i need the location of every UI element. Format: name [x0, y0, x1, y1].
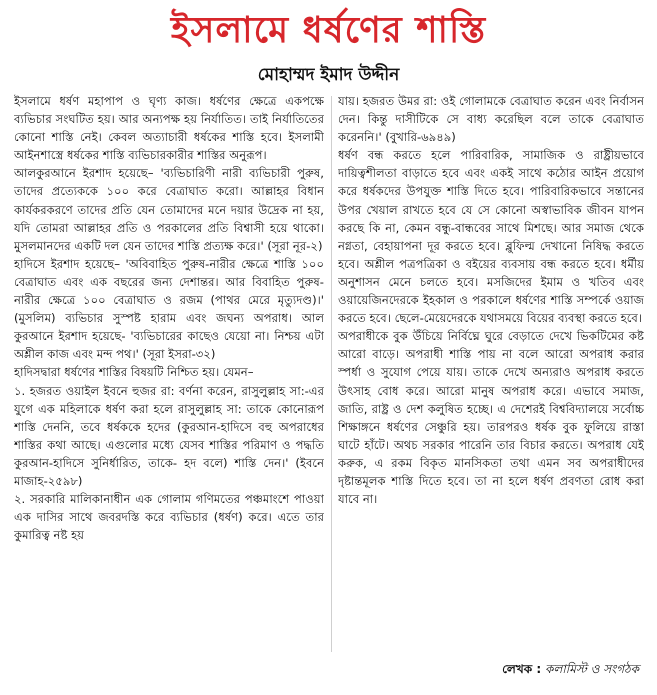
footer-role: কলামিস্ট ও সংগঠক — [544, 662, 639, 676]
paragraph: হাদিসদ্বারা ধর্ষণের শাস্তির বিষয়টি নিশ্চিত হয়। যেমন– — [14, 365, 254, 380]
paragraph: ১. হজরত ওয়াইল ইবনে হুজর রা: বর্ণনা করেন, রাসুলুল্লাহ সা:-এর যুগে এক মহিলাকে ধর্ষণ করা হলে রাসুলুল্লাহ সা: তাকে কোনোরূপ শাস্তি দেননি, তবে ধর্ষককে হদের (কুরআন-হাদিসে বহু অপরাধের শাস্তির কথা আছে। এগুলোর মধ্যে যেসব শাস্তির পরিমাণ ও পদ্ধতি কুরআন-হাদিসে সুনির্ধারিত, তাকে- হদ বলে) শাস্তি দেন।' (ইবনে মাজাহ-২৫৯৮) — [14, 383, 324, 488]
paragraph: অপরাধীকে বুক উঁচিয়ে নির্বিঘ্নে ঘুরে বেড়াতে দেখে ভিকটিমের কষ্ট আরো বাড়ে। অপরাধী শাস্তি পায় না বলে আরো অপরাধ করার স্পর্ধা ও সুযোগ পেয়ে যায়। তাকে দেখে অন্যরাও অপরাধ করতে উৎসাহ বোধ করে। আরো মানুষ অপরাধ করে। এভাবে সমাজ, জাতি, রাষ্ট্র ও দেশ কলুষিত হচ্ছে। এ দেশেরই বিশ্ববিদ্যালয়ে সর্বোচ্চ শিক্ষাঙ্গনে ধর্ষণের সেঞ্চুরি হয়। তারপরও ধর্ষক বুক ফুলিয়ে রাস্তা ঘাটে হাঁটে। অথচ সরকার পারেনি তার বিচার করতে। অপরাধ যেই করুক, এ রকম বিকৃত মানসিকতা তথা এমন সব অপরাধীদের দৃষ্টান্তমূলক শাস্তি দিতে হবে। তা না হলে ধর্ষণ প্রবণতা রোধ করা যাবে না। — [338, 329, 644, 507]
footer-label: লেখক : — [502, 662, 542, 676]
left-column — [14, 92, 324, 652]
paragraph: ২. সরকারি মালিকানাধীন এক গোলাম গণিমতের পঞ্চমাংশে পাওয়া এক দাসির সাথে জবরদস্তি করে ব্যভিচার (ধর্ষণ) করে। এতে তার কুমারিত্ব নষ্ট হয় — [14, 492, 324, 543]
paragraph: ইসলামে ধর্ষণ মহাপাপ ও ঘৃণ্য কাজ। ধর্ষণের ক্ষেত্রে একপক্ষে ব্যভিচার সংঘটিত হয়। আর অন্যপক্ষ হয় নির্যাতিত। তাই নির্যাতিতের কোনো শাস্তি নেই। কেবল অত্যাচারী ধর্ষকের শাস্তি হবে। ইসলামী আইনশাস্ত্রে ধর্ষকের শাস্তি ব্যভিচারকারীর শাস্তির অনুরূপ। — [14, 94, 324, 163]
right-column — [338, 92, 644, 652]
paragraph: যায়। হজরত উমর রা: ওই গোলামকে বেত্রাঘাত করেন এবং নির্বাসন দেন। কিন্তু দাসীটিকে সে বাধ্য করেছিল বলে তাকে বেত্রাঘাত করেননি।' (বুখারি-৬৯৪৯) — [338, 94, 644, 145]
paragraph: আলকুরআনে ইরশাদ হয়েছে– 'ব্যভিচারিণী নারী ব্যভিচারী পুরুষ, তাদের প্রত্যেককে ১০০ করে বেত্রাঘাত করো। আল্লাহর বিধান কার্যকরকরণে তাদের প্রতি যেন তোমাদের মনে দয়ার উদ্রেক না হয়, যদি তোমরা আল্লাহর প্রতি ও পরকালের প্রতি বিশ্বাসী হয়ে থাকো। মুসলমানদের একটি দল যেন তাদের শাস্তি প্রত্যক্ষ করে।' (সূরা নূর-২) — [14, 166, 324, 253]
paragraph: ধর্ষণ বন্ধ করতে হলে পারিবারিক, সামাজিক ও রাষ্ট্রীয়ভাবে দায়িত্বশীলতা বাড়াতে হবে এবং একই সাথে কঠোর আইন প্রয়োগ করে ধর্ষকদের উপযুক্ত শাস্তি দিতে হবে। পারিবারিকভাবে সন্তানের উপর খেয়াল রাখতে হবে যে সে কোনো অস্বাভাবিক জীবন যাপন করছে কি না, কেমন বন্ধু-বান্ধবের সাথে মিশছে। আর সমাজ থেকে নগ্নতা, বেহায়াপনা দূর করতে হবে। ব্লুফিল্ম দেখানো নিষিদ্ধ করতে হবে। অশ্লীল পত্রপত্রিকা ও বইয়ের ব্যবসায় বন্ধ করতে হবে। ধর্মীয় অনুশাসন মেনে চলতে হবে। মসজিদের ইমাম ও খতিব এবং ওয়ায়েজিনদেরকে ইহকাল ও পরকালে ধর্ষণের শাস্তি সম্পর্কে ওয়াজ করতে হবে। ছেলে-মেয়েদেরকে যথাসময়ে বিয়ের ব্যবস্থা করতে হবে। — [338, 148, 644, 326]
paragraph: হাদিসে ইরশাদ হয়েছে– 'অবিবাহিত পুরুষ-নারীর ক্ষেত্রে শাস্তি ১০০ বেত্রাঘাত এবং এক বছরের জন্য দেশান্তর। আর বিবাহিত পুরুষ-নারীর ক্ষেত্রে ১০০ বেত্রাঘাত ও রজম (পাথর মেরে মৃত্যুদণ্ড)।' (মুসলিম) ব্যভিচার সুস্পষ্ট হারাম এবং জঘন্য অপরাধ। আল কুরআনে ইরশাদ হয়েছে- 'ব্যভিচারের কাছেও যেয়ো না। নিশ্চয় এটা অশ্লীল কাজ এবং মন্দ পথ।' (সূরা ইসরা-৩২) — [14, 256, 324, 362]
author-footer — [502, 660, 639, 678]
column-divider — [331, 96, 332, 652]
article-title: ইসলামে ধর্ষণের শাস্তি — [170, 10, 487, 51]
author-byline: মোহাম্মদ ইমাদ উদ্দীন — [257, 65, 400, 85]
